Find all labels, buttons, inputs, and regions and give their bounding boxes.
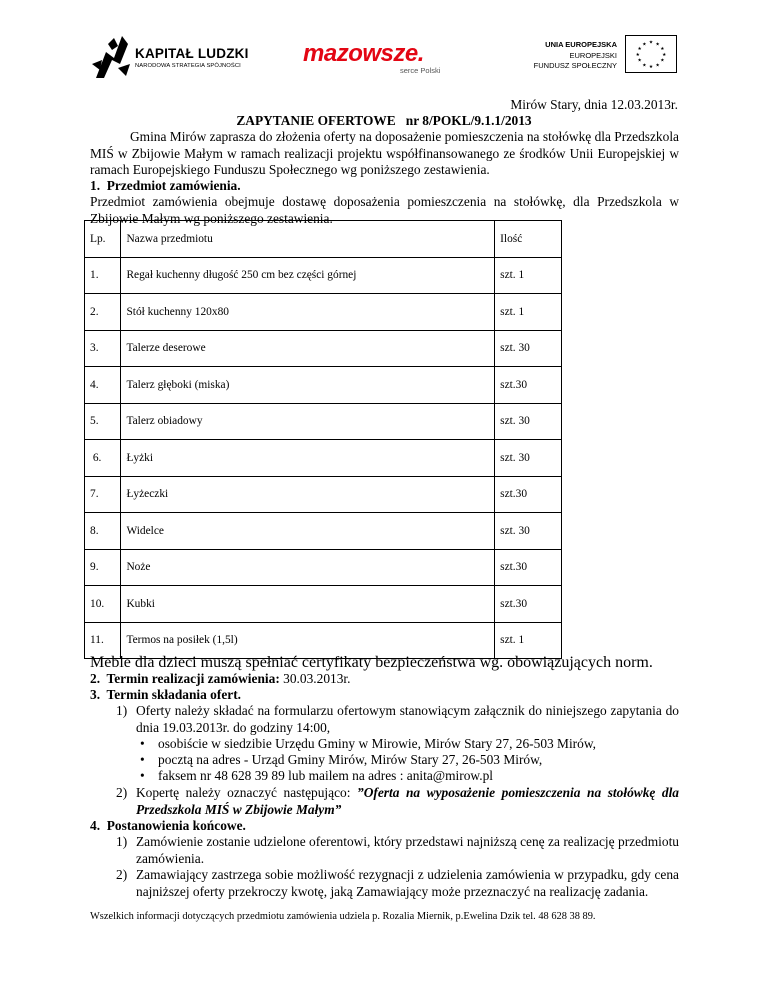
- s3-item1-num: 1): [116, 703, 128, 718]
- eu-line-2: EUROPEJSKI: [569, 50, 617, 60]
- row-lp: 10.: [85, 586, 121, 623]
- s4-item2-text: Zamawiający zastrzega sobie możliwość rezygnacji z udzielenia zamówienia w przypadku, gdy cena najniższej oferty przekroczy kwotę, jaką Zamawiający może przeznaczyć na realizację zadania.: [136, 867, 679, 899]
- svg-text:★: ★: [642, 63, 647, 69]
- row-lp: 7.: [85, 476, 121, 513]
- section-3-heading: [90, 687, 679, 704]
- row-qty: szt. 1: [495, 257, 562, 294]
- svg-text:★: ★: [662, 52, 667, 58]
- table-row: [85, 440, 562, 477]
- header-qty: Ilość: [495, 221, 562, 258]
- table-row: [85, 257, 562, 294]
- svg-text:★: ★: [642, 42, 647, 48]
- row-name: Talerz obiadowy: [121, 403, 495, 440]
- row-name: Regał kuchenny długość 250 cm bez części górnej: [121, 257, 495, 294]
- mazowsze-word: mazowsze.: [303, 40, 424, 67]
- row-qty: szt. 30: [495, 513, 562, 550]
- table-row: [85, 403, 562, 440]
- table-row: [85, 586, 562, 623]
- row-qty: szt.30: [495, 586, 562, 623]
- logo-header: [0, 0, 768, 90]
- section-4-heading: [90, 818, 679, 835]
- svg-text:★: ★: [648, 40, 654, 46]
- row-lp: 8.: [85, 513, 121, 550]
- contact-footer: Wszelkich informacji dotyczących przedmiotu zamówienia udziela p. Rozalia Miernik, p.Ewelina Dzik tel. 48 628 38 89.: [90, 911, 596, 922]
- s3-item1-text: Oferty należy składać na formularzu ofertowym stanowiącym załącznik do niniejszego zapytania do dnia 19.03.2013r. do godziny 14:00,: [136, 703, 679, 735]
- row-lp: 5.: [85, 403, 121, 440]
- s3-item2-emphasis: ”Oferta na wyposażenie pomieszczenia na stołówkę dla Przedszkola MIŚ w Zbijowie Małym”: [136, 785, 679, 817]
- section-2-label: 2. Termin realizacji zamówienia:: [90, 671, 280, 686]
- table-row: [85, 367, 562, 404]
- eu-line-3: FUNDUSZ SPOŁECZNY: [533, 61, 617, 70]
- bullet-icon: •: [140, 768, 145, 783]
- row-name: Termos na posiłek (1,5l): [121, 622, 495, 659]
- row-name: Talerze deserowe: [121, 330, 495, 367]
- section-2-value: 30.03.2013r.: [279, 671, 351, 686]
- table-header-row: [85, 221, 562, 258]
- s4-item2-num: 2): [116, 867, 128, 882]
- row-lp: 1.: [85, 257, 121, 294]
- document-title: ZAPYTANIE OFERTOWE nr 8/POKL/9.1.1/2013: [236, 113, 532, 128]
- row-qty: szt. 1: [495, 294, 562, 331]
- bullet-text: faksem nr 48 628 39 89 lub mailem na adres : anita@mirow.pl: [158, 768, 493, 783]
- row-name: Łyżki: [121, 440, 495, 477]
- table-row: [85, 513, 562, 550]
- eu-line-1: UNIA EUROPEJSKA: [545, 40, 617, 49]
- row-lp: 2.: [85, 294, 121, 331]
- mazowsze-subtitle: serce Polski: [400, 66, 441, 75]
- row-lp: 11.: [85, 622, 121, 659]
- svg-text:★: ★: [655, 63, 660, 69]
- row-lp: 9.: [85, 549, 121, 586]
- section-2: [90, 671, 679, 688]
- row-lp: 3.: [85, 330, 121, 367]
- bullet-item: [140, 768, 493, 785]
- s4-item1-text: Zamówienie zostanie udzielone oferentowi, który przedstawi najniższą cenę za realizację przedmiotu zamówienia.: [136, 834, 679, 866]
- row-lp: 4.: [85, 367, 121, 404]
- row-qty: szt.30: [495, 476, 562, 513]
- bullet-text: pocztą na adres - Urząd Gminy Mirów, Mirów Stary 27, 26-503 Mirów,: [158, 752, 543, 767]
- table-row: [85, 549, 562, 586]
- eu-flag-icon: [625, 35, 677, 73]
- row-name: Łyżeczki: [121, 476, 495, 513]
- row-qty: szt.30: [495, 367, 562, 404]
- section-1-heading: 1. Przedmiot zamówienia.: [90, 178, 241, 193]
- table-row: [85, 294, 562, 331]
- kapital-ludzki-emblem-icon: [92, 34, 132, 78]
- row-name: Stół kuchenny 120x80: [121, 294, 495, 331]
- svg-text:★: ★: [637, 58, 642, 64]
- eu-logo-text: [522, 40, 617, 72]
- svg-text:★: ★: [660, 58, 665, 64]
- header-lp: Lp.: [85, 221, 121, 258]
- safety-note: Meble dla dzieci muszą spełniać certyfikaty bezpieczeństwa wg. obowiązujących norm.: [90, 654, 653, 671]
- section-3-heading-text: 3. Termin składania ofert.: [90, 687, 242, 702]
- bullet-item: [140, 736, 596, 753]
- table-row: [85, 476, 562, 513]
- mazowsze-logo: [303, 40, 453, 80]
- items-table: [84, 220, 562, 659]
- header-name: Nazwa przedmiotu: [121, 221, 495, 258]
- bullet-icon: •: [140, 736, 145, 751]
- row-name: Kubki: [121, 586, 495, 623]
- bullet-text: osobiście w siedzibie Urzędu Gminy w Mirowie, Mirów Stary 27, 26-503 Mirów,: [158, 736, 596, 751]
- row-qty: szt.30: [495, 549, 562, 586]
- s4-item1-num: 1): [116, 834, 128, 849]
- row-qty: szt. 30: [495, 330, 562, 367]
- bullet-item: [140, 752, 542, 769]
- svg-text:★: ★: [635, 52, 640, 58]
- svg-text:★: ★: [655, 42, 660, 48]
- row-name: Widelce: [121, 513, 495, 550]
- row-lp: 6.: [85, 440, 121, 477]
- section-4-heading-text: 4. Postanowienia końcowe.: [90, 818, 246, 833]
- table-row: [85, 330, 562, 367]
- document-date: Mirów Stary, dnia 12.03.2013r.: [510, 97, 678, 112]
- s3-item2-num: 2): [116, 785, 128, 800]
- section-1-text: Przedmiot zamówienia obejmuje dostawę doposażenia pomieszczenia na stołówkę, dla Przedszkola w Zbijowie Małym wg poniższego zestawienia.: [90, 194, 679, 226]
- svg-text:★: ★: [637, 47, 642, 53]
- row-name: Talerz głęboki (miska): [121, 367, 495, 404]
- intro-paragraph: Gmina Mirów zaprasza do złożenia oferty na doposażenie pomieszczenia na stołówkę dla Przedszkola MIŚ w Zbijowie Małym w ramach realizacji projektu współfinansowanego ze środków Unii Europejskiej w ramach Europejskiego Funduszu Społecznego wg poniższego zestawienia.: [90, 129, 679, 177]
- row-qty: szt. 1: [495, 622, 562, 659]
- svg-text:★: ★: [660, 47, 665, 53]
- kapital-ludzki-title: KAPITAŁ LUDZKI: [135, 46, 249, 61]
- bullet-icon: •: [140, 752, 145, 767]
- row-qty: szt. 30: [495, 440, 562, 477]
- row-name: Noże: [121, 549, 495, 586]
- s3-item2: [136, 785, 679, 818]
- s3-item2-text: Kopertę należy oznaczyć następująco:: [136, 785, 357, 800]
- svg-text:★: ★: [648, 65, 654, 71]
- row-qty: szt. 30: [495, 403, 562, 440]
- kapital-ludzki-subtitle: NARODOWA STRATEGIA SPÓJNOŚCI: [135, 63, 241, 69]
